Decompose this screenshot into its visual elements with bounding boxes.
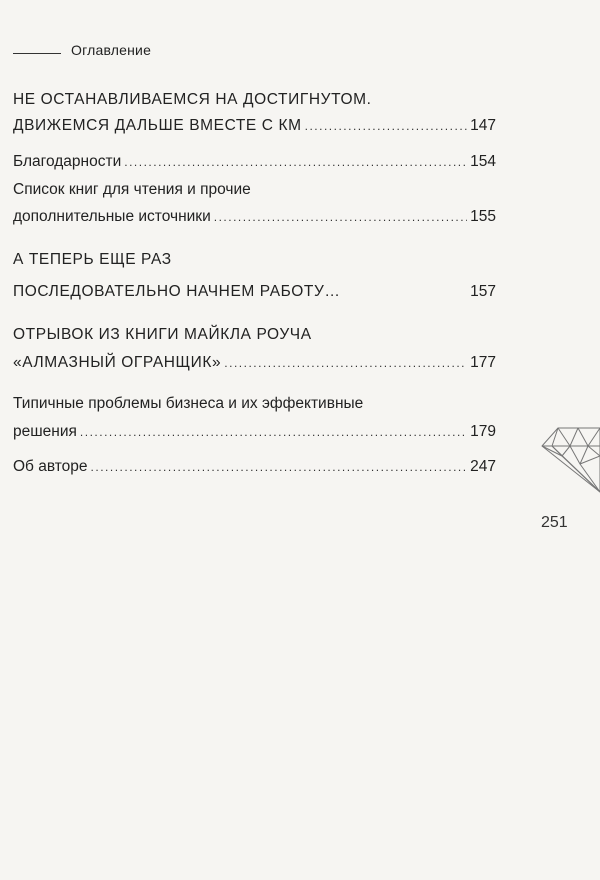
header-rule (13, 53, 61, 54)
page-title: Оглавление (71, 42, 152, 58)
toc-entry-text: А ТЕПЕРЬ ЕЩЕ РАЗ (13, 251, 172, 268)
toc-entry[interactable] (13, 283, 496, 309)
toc-page-number: 179 (470, 423, 496, 440)
leader-dots (91, 460, 468, 474)
leader-dots (124, 155, 467, 169)
toc-entry-text: Благодарности (13, 153, 122, 170)
toc-entry[interactable] (13, 208, 496, 234)
toc-entry[interactable] (13, 251, 496, 277)
toc-page-number: 177 (470, 354, 496, 371)
toc-entry[interactable] (13, 423, 496, 449)
toc-entry[interactable] (13, 91, 496, 117)
toc-entry-text: дополнительные источники (13, 208, 211, 225)
toc-entry-text: решения (13, 423, 77, 440)
toc-entry-text: Об авторе (13, 458, 88, 475)
toc-entry[interactable] (13, 181, 496, 207)
toc-entry[interactable] (13, 458, 496, 484)
toc-entry[interactable] (13, 354, 496, 380)
toc-page-number: 155 (470, 208, 496, 225)
toc-entry-text: ПОСЛЕДОВАТЕЛЬНО НАЧНЕМ РАБОТУ… (13, 283, 341, 300)
toc-entry-text: Список книг для чтения и прочие (13, 181, 251, 198)
toc-entry[interactable] (13, 395, 496, 421)
toc-page-number: 147 (470, 117, 496, 134)
toc-entry-text: «АЛМАЗНЫЙ ОГРАНЩИК» (13, 354, 222, 371)
leader-dots (305, 119, 468, 133)
toc-page-number: 157 (470, 283, 496, 300)
page-number: 251 (541, 514, 568, 531)
toc-entry-text: Типичные проблемы бизнеса и их эффективные (13, 395, 364, 412)
toc-entry-text: ОТРЫВОК ИЗ КНИГИ МАЙКЛА РОУЧА (13, 326, 312, 343)
leader-dots (224, 356, 467, 370)
toc-entry[interactable] (13, 153, 496, 179)
leader-dots (80, 425, 467, 439)
diamond-icon (540, 416, 600, 496)
toc-entry[interactable] (13, 326, 496, 352)
toc-page-number: 154 (470, 153, 496, 170)
header (13, 38, 151, 58)
toc-page-number: 247 (470, 458, 496, 475)
toc-entry[interactable] (13, 117, 496, 143)
leader-dots (214, 210, 467, 224)
toc-entry-text: НЕ ОСТАНАВЛИВАЕМСЯ НА ДОСТИГНУТОМ. (13, 91, 372, 108)
toc-entry-text: ДВИЖЕМСЯ ДАЛЬШЕ ВМЕСТЕ С КМ (13, 117, 302, 134)
